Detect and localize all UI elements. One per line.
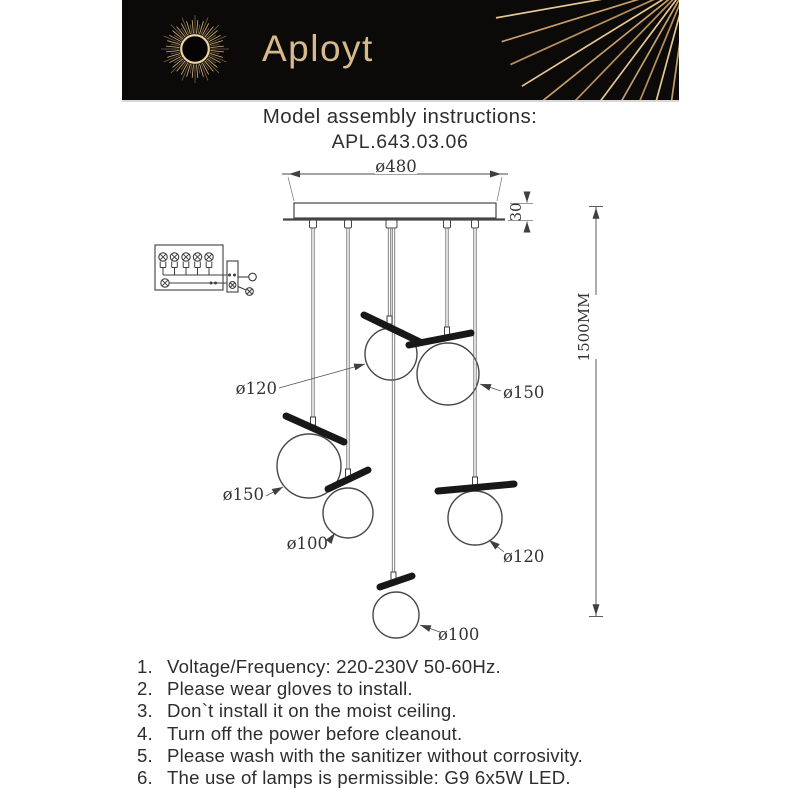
instruction-item [137,767,583,789]
label-globe-top-left: ø120 [235,379,277,398]
starburst-logo-icon [161,15,229,83]
instruction-number: 5. [137,744,153,766]
dim-canopy-diameter [282,174,508,201]
dim-suspension-length [589,207,603,617]
label-globe-bottom: ø100 [438,625,480,644]
globe-mid-right [448,491,502,545]
instruction-text: Please wear gloves to install. [167,678,413,700]
corner-rays-icon [496,0,679,100]
instruction-item [137,678,583,700]
brand-logo-text: Aployt [262,28,374,69]
instruction-item [137,656,583,678]
lamp-symbols [159,253,213,275]
instruction-number: 6. [137,767,153,789]
instruction-text: The use of lamps is permissible: G9 6x5W LED. [167,767,571,789]
instruction-text: Please wash with the sanitizer without corrosivity. [167,744,583,766]
label-canopy-diameter: ø480 [375,157,417,176]
label-canopy-height: 30 [507,202,525,222]
model-number: APL.643.03.06 [331,131,469,153]
globe-bottom [373,592,419,638]
page-title: Model assembly instructions: [262,105,538,128]
instruction-item [137,723,583,745]
instruction-number: 3. [137,700,153,722]
label-globe-mid-center: ø100 [286,534,328,553]
wiring-diagram [155,245,256,295]
canopy [283,203,505,228]
instruction-number: 1. [137,656,153,677]
instruction-item [137,700,583,722]
instruction-text: Voltage/Frequency: 220-230V 50-60Hz. [167,656,501,677]
label-globe-mid-left: ø150 [222,485,264,504]
brand-header [122,0,679,100]
label-globe-top-right: ø150 [503,383,545,402]
label-globe-mid-right: ø120 [503,547,545,566]
globe-mid-center [323,488,373,538]
cord-grommets [310,220,479,228]
instruction-item [137,745,583,767]
title-block [0,105,800,154]
instruction-text: Turn off the power before cleanout. [167,722,463,744]
header-artwork [122,0,679,100]
instruction-number: 2. [137,678,153,700]
instruction-list [137,656,583,789]
label-suspension-length: 1500MM [575,292,593,362]
instruction-number: 4. [137,722,153,744]
instruction-text: Don`t install it on the moist ceiling. [167,700,457,722]
rod-mid-right [438,484,514,491]
glass-globes [277,328,502,638]
globe-top-right [417,343,479,405]
